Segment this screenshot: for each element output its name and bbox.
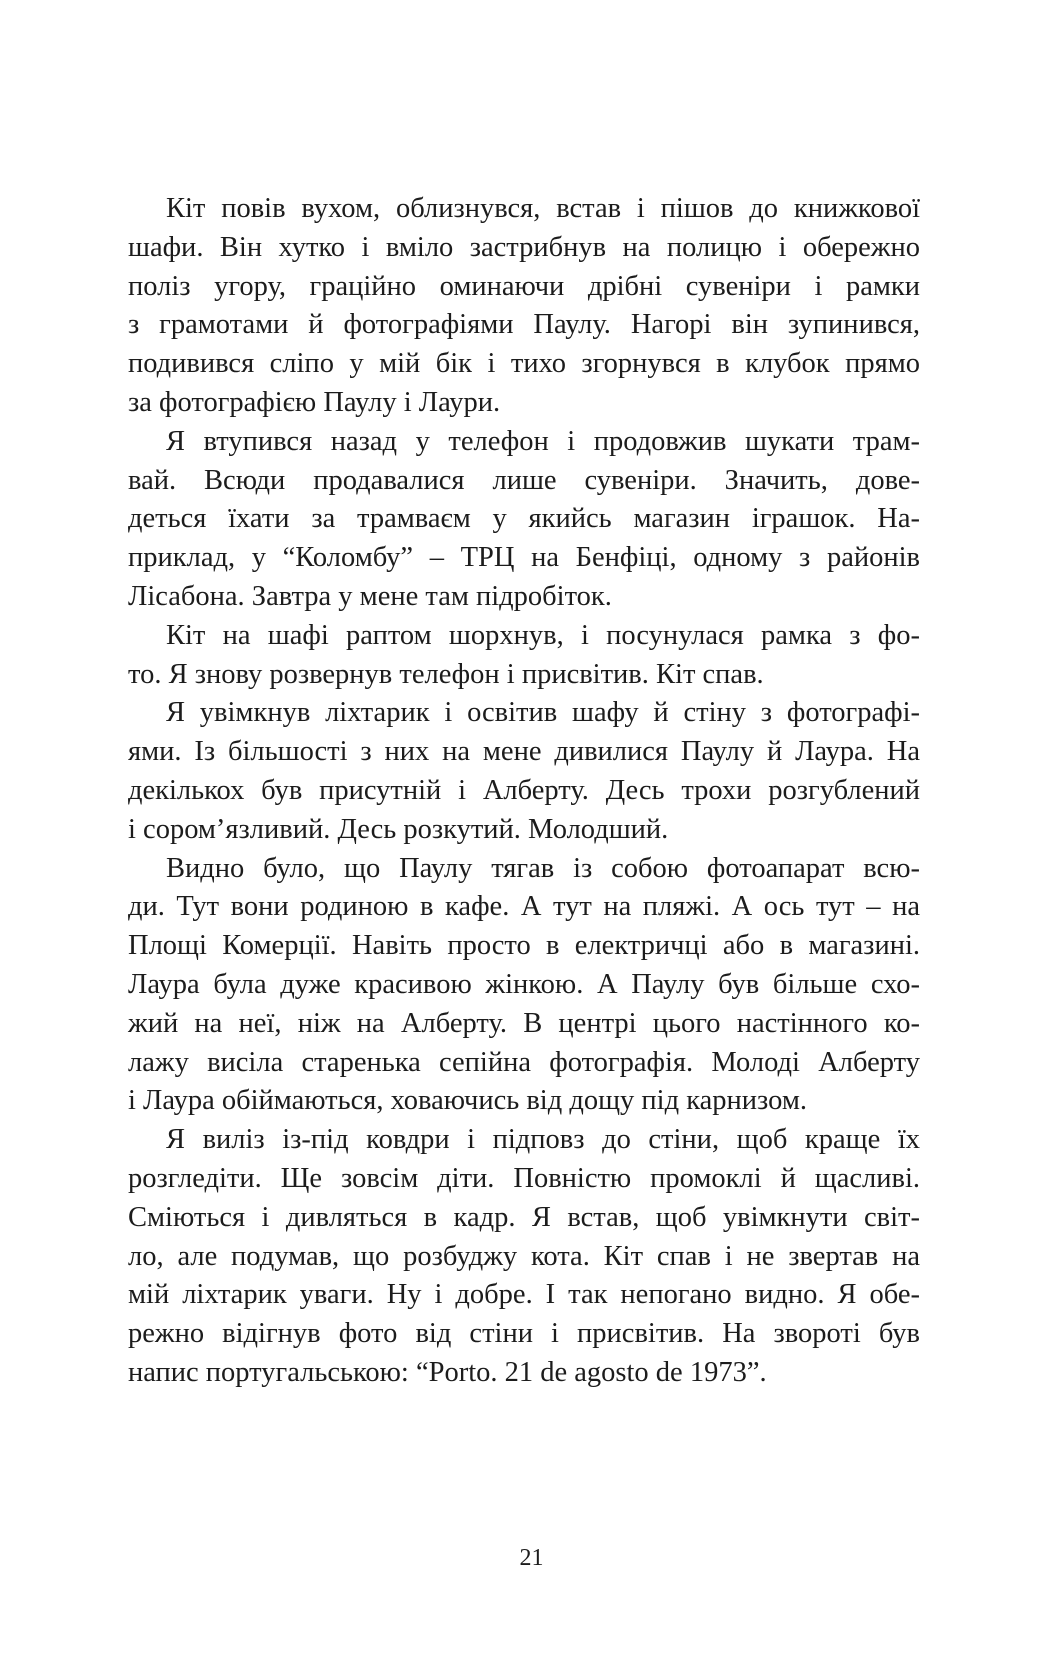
text-line: декількох був присутній і Алберту. Десь трохи розгублений [128,774,920,806]
text-line: поліз угору, граційно оминаючи дрібні сувеніри і рамки [128,270,920,302]
paragraph [128,694,920,849]
text-line: Кіт на шафі раптом шорхнув, і посунулася рамка з фо- [166,619,920,651]
text-line: напис португальською: “Porto. 21 de agosto de 1973”. [128,1356,767,1388]
text-line: з грамотами й фотографіями Паулу. Нагорі він зупинився, [128,309,920,341]
text-line: Лісабона. Завтра у мене там підробіток. [128,580,612,612]
paragraph [128,1121,920,1393]
text-line: Я увімкнув ліхтарик і освітив шафу й стіну з фотографі- [166,697,920,729]
text-line: Я виліз із-під ковдри і підповз до стіни, щоб краще їх [166,1124,920,1156]
text-line: приклад, у “Коломбу” – ТРЦ на Бенфіці, одному з районів [128,542,920,574]
text-line: Лаура була дуже красивою жінкою. А Паулу був більше схо- [128,968,920,1000]
text-line: Видно було, що Паулу тягав із собою фотоапарат всю- [166,852,920,884]
text-line: Площі Комерції. Навіть просто в електричці або в магазині. [128,930,920,962]
text-line: ло, але подумав, що розбуджу кота. Кіт спав і не звертав на [128,1240,920,1272]
text-line: жий на неї, ніж на Алберту. В центрі цього настінного ко- [128,1007,920,1039]
text-line: лажу висіла старенька сепійна фотографія. Молоді Алберту [128,1046,920,1078]
paragraph [128,423,920,617]
paragraph [128,850,920,1122]
paragraph [128,617,920,695]
text-line: мій ліхтарик уваги. Ну і добре. І так непогано видно. Я обе- [128,1279,920,1311]
text-line: Я втупився назад у телефон і продовжив шукати трам- [166,425,920,457]
text-line: ди. Тут вони родиною в кафе. А тут на пляжі. А ось тут – на [128,891,920,923]
text-line: деться їхати за трамваєм у якийсь магазин іграшок. На- [128,503,920,535]
text-line: шафи. Він хутко і вміло застрибнув на полицю і обережно [128,231,920,263]
text-line: за фотографією Паулу і Лаури. [128,386,501,418]
page-number: 21 [519,1545,544,1571]
text-line: розгледіти. Ще зовсім діти. Повністю промоклі й щасливі. [128,1162,920,1194]
text-line: Кіт повів вухом, облизнувся, встав і пішов до книжкової [166,193,920,224]
text-line: і Лаура обіймаються, ховаючись від дощу під карнизом. [128,1085,807,1117]
body-text [128,190,920,1393]
text-line: подивився сліпо у мій бік і тихо згорнувся в клубок прямо [128,348,920,380]
paragraph [128,190,920,423]
text-line: то. Я знову розвернув телефон і присвітив. Кіт спав. [128,658,764,690]
text-line: вай. Всюди продавалися лише сувеніри. Значить, дове- [128,464,920,496]
text-line: і сором’язливий. Десь розкутий. Молодший. [128,813,669,845]
text-line: режно відігнув фото від стіни і присвітив. На звороті був [128,1318,920,1350]
text-line: Сміються і дивляться в кадр. Я встав, щоб увімкнути світ- [128,1201,920,1233]
text-line: ями. Із більшості з них на мене дивилися Паулу й Лаура. На [128,736,920,768]
